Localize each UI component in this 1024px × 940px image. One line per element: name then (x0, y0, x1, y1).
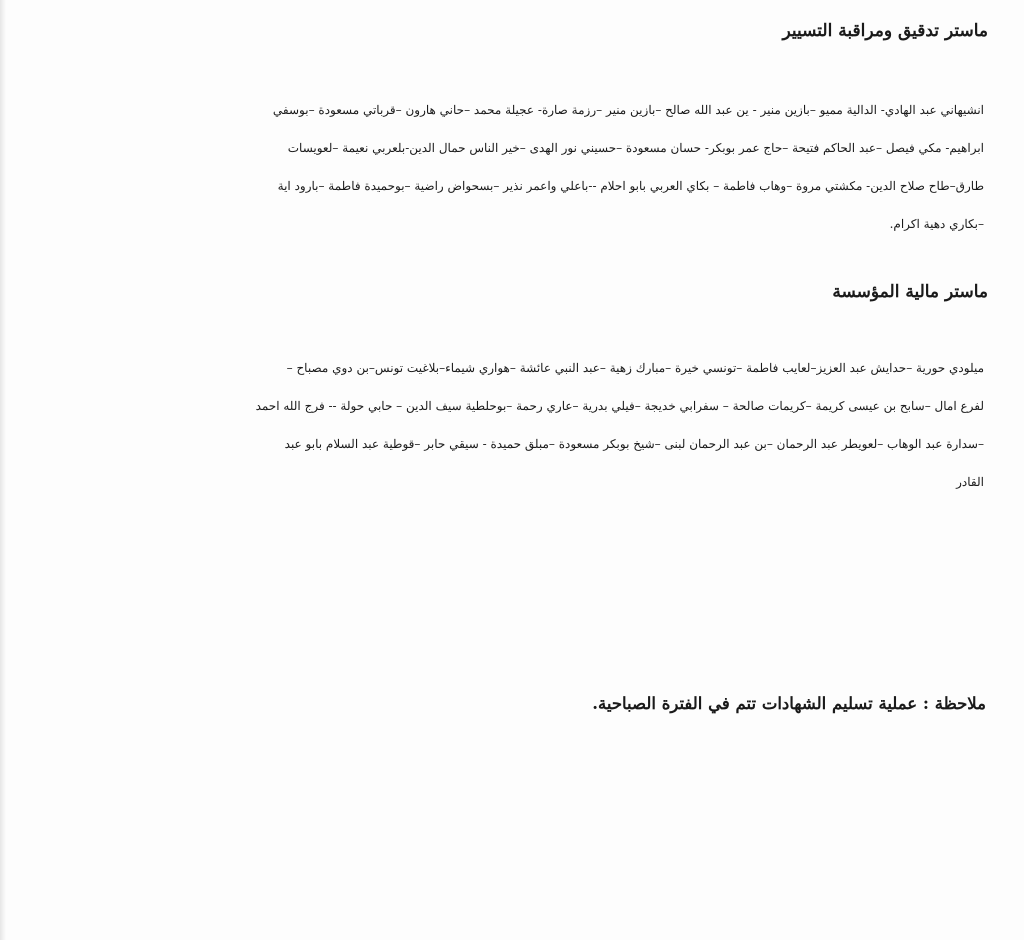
names-line: انشيهاني عبد الهادي- الدالية مميو –بازين منير - ين عبد الله صالح –بازين منير –رزمة صارة- عجيلة محمد –حاني هارون –قرباتي مسعودة –بوسفي (272, 103, 984, 117)
names-line: ابراهيم- مكي فيصل –عبد الحاكم فتيحة –حاج عمر بوبكر- حسان مسعودة –حسيني نور الهدى –خير الناس حمال الدين-بلعربي نعيمة –لعويسات (287, 141, 984, 155)
names-line: –سدارة عبد الوهاب –لعويطر عبد الرحمان –بن عبد الرحمان لبنى –شيخ بوبكر مسعودة –مبلق حميدة - سيقي حابر –قوطية عبد السلام بابو عبد (284, 437, 984, 451)
note-text: ملاحظة : عملية تسليم الشهادات تتم في الفترة الصباحية. (592, 694, 986, 713)
section-title-audit: ماستر تدقيق ومراقبة التسيير (782, 21, 988, 41)
names-line: القادر (956, 475, 984, 489)
names-line: لفرع امال –سابح بن عيسى كريمة –كريمات صالحة – سفرابي خديجة –فيلي بدرية –عاري رحمة –بوحلطية سيف الدين – حابي حولة -- فرج الله احمد (255, 399, 984, 413)
names-line: ميلودي حورية –حدايش عبد العزيز–لعايب فاطمة –تونسي خيرة –مبارك زهية –عبد النبي عائشة –هواري شيماء–بلاغيت تونس–بن دوي مصباح – (286, 361, 984, 375)
names-list-finance (38, 349, 984, 501)
names-list-audit (38, 91, 984, 243)
names-line: طارق–طاح صلاح الدين- مكشتي مروة –وهاب فاطمة – بكاي العربي بابو احلام --باعلي واعمر نذير –بسحواض راضية –بوحميدة فاطمة –بارود اية (277, 179, 984, 193)
scan-edge-shadow (0, 0, 6, 940)
section-title-finance: ماستر مالية المؤسسة (832, 282, 988, 302)
names-line: –بكاري دهية اكرام. (889, 217, 984, 231)
